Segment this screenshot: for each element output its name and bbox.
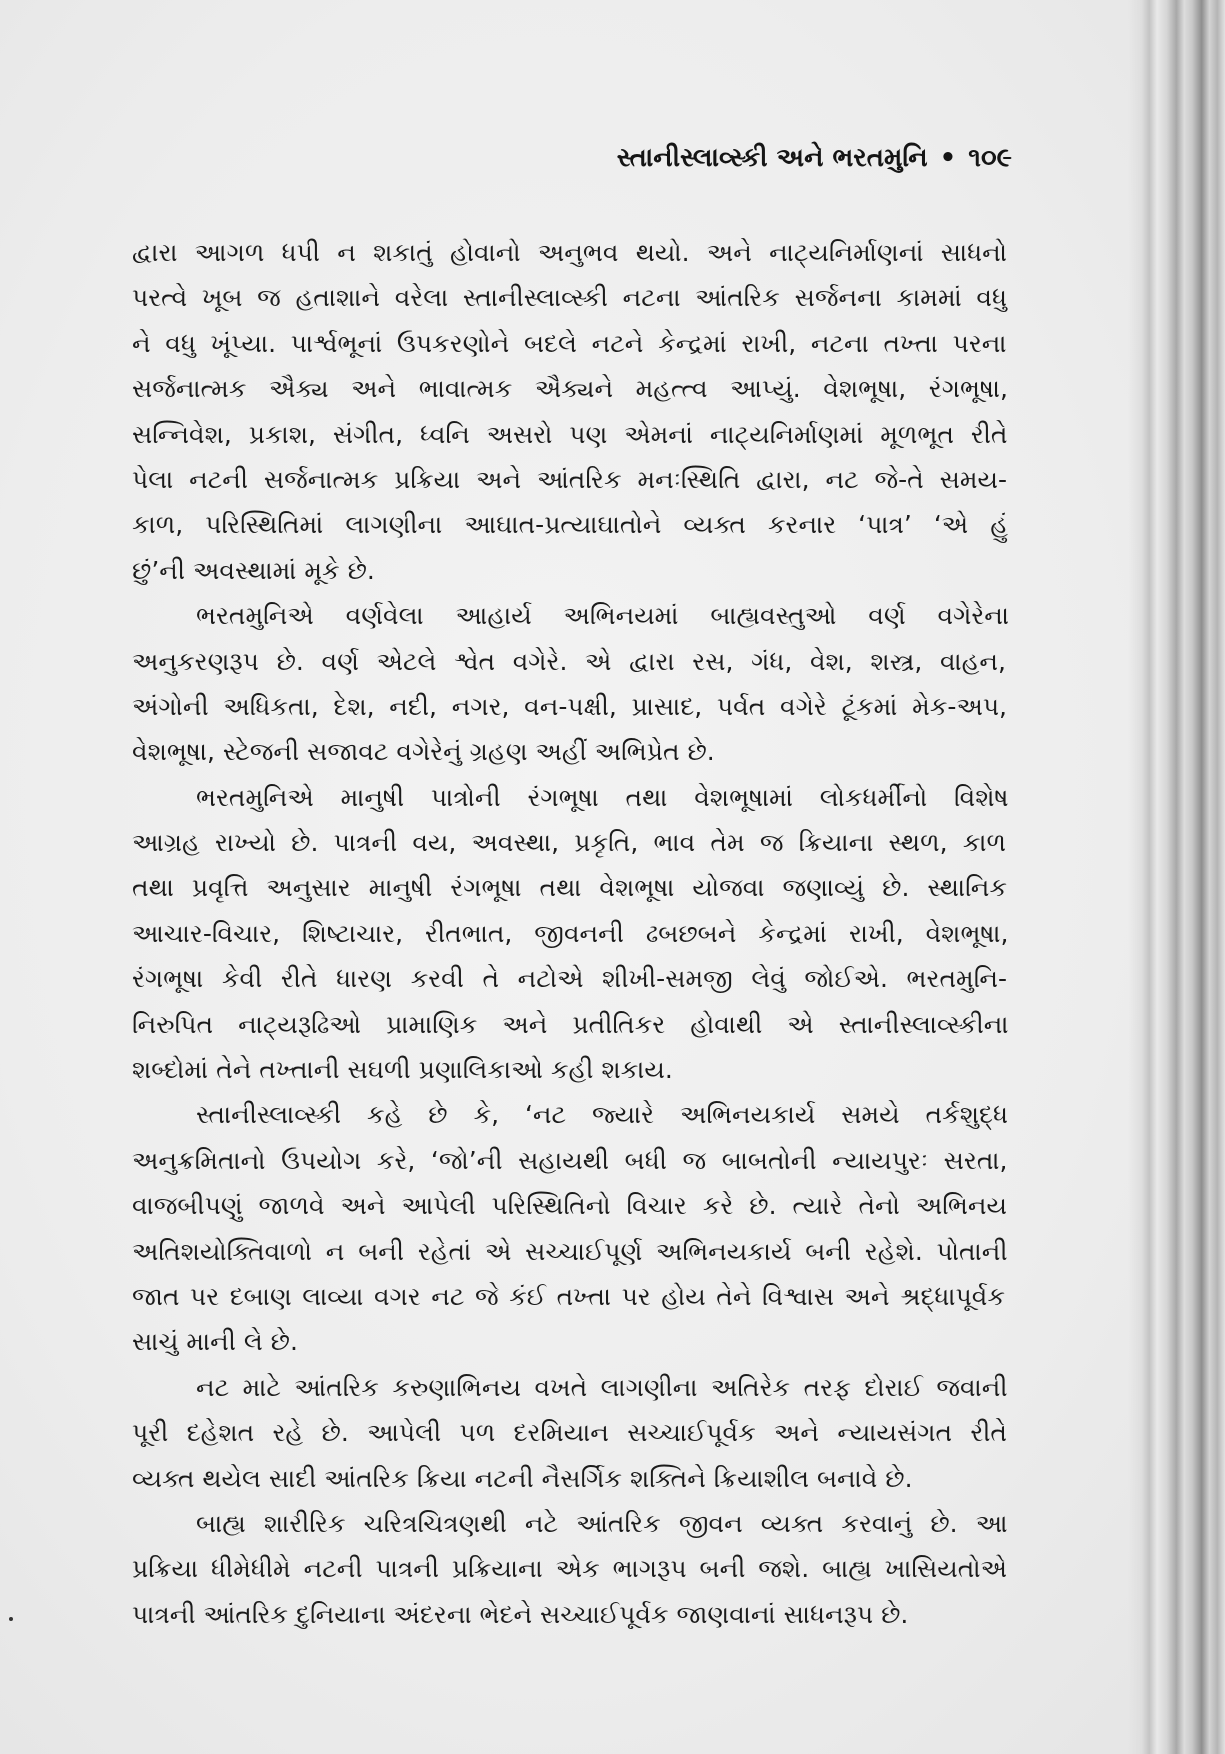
body-text: [132, 230, 1012, 1637]
line-text: પ્રક્રિયા ધીમેધીમે નટની પાત્રની પ્રક્રિયાના એક ભાગરૂપ બની જશે. બાહ્ય ખાસિયતોએ: [132, 1554, 1007, 1584]
line-text: જાત પર દબાણ લાવ્યા વગર નટ જે કંઈ તખ્તા પર હોય તેને વિશ્વાસ અને શ્રદ્ધાપૂર્વક: [132, 1281, 1005, 1311]
text-line: [132, 548, 1012, 593]
text-line: [132, 639, 1012, 684]
text-line: [132, 1592, 1012, 1637]
line-text: નિરુપિત નાટ્યરૂઢિઓ પ્રામાણિક અને પ્રતીતિકર હોવાથી એ સ્તાનીસ્લાવ્સ્કીના: [132, 1009, 1009, 1039]
text-line: [132, 1319, 1012, 1364]
text-line: [132, 820, 1012, 865]
text-line: [132, 412, 1012, 457]
paragraph-5: [132, 1365, 1012, 1501]
text-line: [196, 1092, 1012, 1137]
line-text: દ્વારા આગળ ધપી ન શકાતું હોવાનો અનુભવ થયો. અને નાટ્યનિર્માણનાં સાધનો: [132, 238, 1007, 267]
line-text: સાચું માની લે છે.: [132, 1327, 298, 1357]
line-text: વ્યક્ત થયેલ સાદી આંતરિક ક્રિયા નટની નૈસર્ગિક શક્તિને ક્રિયાશીલ બનાવે છે.: [132, 1463, 913, 1493]
line-text: અનુક્રમિતાનો ઉપયોગ કરે, ‘જો’ની સહાયથી બધી જ બાબતોની ન્યાયપુરઃ સરતા,: [132, 1145, 1008, 1175]
text-line: [132, 1002, 1012, 1047]
paragraph-4: [132, 1092, 1012, 1364]
page-number: ૧૦૯: [968, 143, 1012, 173]
text-line: [132, 1138, 1012, 1183]
text-line: [132, 1274, 1012, 1319]
text-line: [132, 230, 1012, 275]
line-text: તથા પ્રવૃત્તિ અનુસાર માનુષી રંગભૂષા તથા વેશભૂષા યોજવા જણાવ્યું છે. સ્થાનિક: [132, 873, 1007, 903]
line-text: બાહ્ય શારીરિક ચરિત્રચિત્રણથી નટે આંતરિક જીવન વ્યક્ત કરવાનું છે. આ: [196, 1508, 1008, 1538]
line-text: સન્નિવેશ, પ્રકાશ, સંગીત, ધ્વનિ અસરો પણ એમનાં નાટ્યનિર્માણમાં મૂળભૂત રીતે: [132, 419, 1008, 449]
line-text: અંગોની અધિકતા, દેશ, નદી, નગર, વન-પક્ષી, પ્રાસાદ, પર્વત વગેરે ટૂંકમાં મેક-અપ,: [132, 691, 1007, 721]
line-text: રંગભૂષા કેવી રીતે ધારણ કરવી તે નટોએ શીખી-સમજી લેવું જોઈએ. ભરતમુનિ-: [132, 964, 1007, 994]
book-binding-edge: [1128, 0, 1225, 1754]
line-text: કાળ, પરિસ્થિતિમાં લાગણીના આઘાત-પ્રત્યાઘાતોને વ્યક્ત કરનાર ‘પાત્ર’ ‘એ હું: [132, 510, 1008, 540]
paragraph-1: [132, 230, 1012, 593]
line-text: વાજબીપણું જાળવે અને આપેલી પરિસ્થિતિનો વિચાર કરે છે. ત્યારે તેનો અભિનય: [132, 1191, 1007, 1221]
text-line: [132, 684, 1012, 729]
text-line: [196, 1365, 1012, 1410]
text-line: [132, 1229, 1012, 1274]
line-text: આચાર-વિચાર, શિષ્ટાચાર, રીતભાત, જીવનની ઢબછબને કેન્દ્રમાં રાખી, વેશભૂષા,: [132, 918, 1009, 948]
text-line: [132, 1410, 1012, 1455]
line-text: વેશભૂષા, સ્ટેજની સજાવટ વગેરેનું ગ્રહણ અહીં અભિપ્રેત છે.: [132, 737, 715, 767]
line-text: પરત્વે ખૂબ જ હતાશાને વરેલા સ્તાનીસ્લાવ્સ્કી નટના આંતરિક સર્જનના કામમાં વધુ: [132, 283, 1007, 313]
line-text: ભરતમુનિએ વર્ણવેલા આહાર્ય અભિનયમાં બાહ્યવસ્તુઓ વર્ણ વગેરેના: [196, 601, 1009, 631]
paragraph-2: [132, 593, 1012, 775]
running-header-title: સ્તાનીસ્લાવ્સ્કી અને ભરતમુનિ: [616, 143, 928, 173]
line-text: પૂરી દહેશત રહે છે. આપેલી પળ દરમિયાન સચ્ચાઈપૂર્વક અને ન્યાયસંગત રીતે: [132, 1418, 1007, 1448]
text-line: [132, 1456, 1012, 1501]
text-line: [132, 275, 1012, 320]
text-line: [132, 911, 1012, 956]
text-line: [132, 1183, 1012, 1228]
text-line: [196, 775, 1012, 820]
line-text: ને વધુ ખૂંપ્યા. પાર્શ્વભૂનાં ઉપકરણોને બદલે નટને કેન્દ્રમાં રાખી, નટના તખ્તા પરના: [132, 328, 1007, 358]
line-text: સ્તાનીસ્લાવ્સ્કી કહે છે કે, ‘નટ જ્યારે અભિનયકાર્ય સમયે તર્કશુદ્ધ: [196, 1100, 1008, 1130]
line-text: નટ માટે આંતરિક કરુણાભિનય વખતે લાગણીના અતિરેક તરફ દોરાઈ જવાની: [196, 1372, 1008, 1402]
paragraph-3: [132, 775, 1012, 1093]
text-line: [132, 457, 1012, 502]
paragraph-6: [132, 1501, 1012, 1637]
line-text: સર્જનાત્મક ઐક્ય અને ભાવાત્મક ઐક્યને મહત્ત્વ આપ્યું. વેશભૂષા, રંગભૂષા,: [132, 374, 1008, 404]
line-text: આગ્રહ રાખ્યો છે. પાત્રની વય, અવસ્થા, પ્રકૃતિ, ભાવ તેમ જ ક્રિયાના સ્થળ, કાળ: [132, 828, 1006, 858]
text-line: [196, 1501, 1012, 1546]
line-text: શબ્દોમાં તેને તખ્તાની સઘળી પ્રણાલિકાઓ કહી શકાય.: [132, 1055, 673, 1085]
text-line: [196, 593, 1012, 638]
ink-speck: [9, 1617, 13, 1621]
text-line: [132, 366, 1012, 411]
text-line: [132, 1047, 1012, 1092]
line-text: છું’ની અવસ્થામાં મૂકે છે.: [132, 555, 375, 585]
text-line: [132, 956, 1012, 1001]
line-text: અતિશયોક્તિવાળો ન બની રહેતાં એ સચ્ચાઈપૂર્ણ અભિનયકાર્ય બની રહેશે. પોતાની: [132, 1236, 1008, 1266]
text-line: [132, 1546, 1012, 1591]
line-text: પાત્રની આંતરિક દુનિયાના અંદરના ભેદને સચ્ચાઈપૂર્વક જાણવાનાં સાધનરૂપ છે.: [132, 1599, 909, 1629]
text-line: [132, 865, 1012, 910]
text-line: [132, 321, 1012, 366]
running-header: [617, 136, 1012, 180]
header-bullet: •: [939, 143, 957, 173]
line-text: અનુકરણરૂપ છે. વર્ણ એટલે શ્વેત વગેરે. એ દ્વારા રસ, ગંધ, વેશ, શસ્ત્ર, વાહન,: [132, 646, 1006, 676]
text-line: [132, 729, 1012, 774]
line-text: પેલા નટની સર્જનાત્મક પ્રક્રિયા અને આંતરિક મનઃસ્થિતિ દ્વારા, નટ જે-તે સમય-: [132, 464, 1007, 494]
line-text: ભરતમુનિએ માનુષી પાત્રોની રંગભૂષા તથા વેશભૂષામાં લોકધર્મીનો વિશેષ: [196, 782, 1009, 812]
text-line: [132, 502, 1012, 547]
